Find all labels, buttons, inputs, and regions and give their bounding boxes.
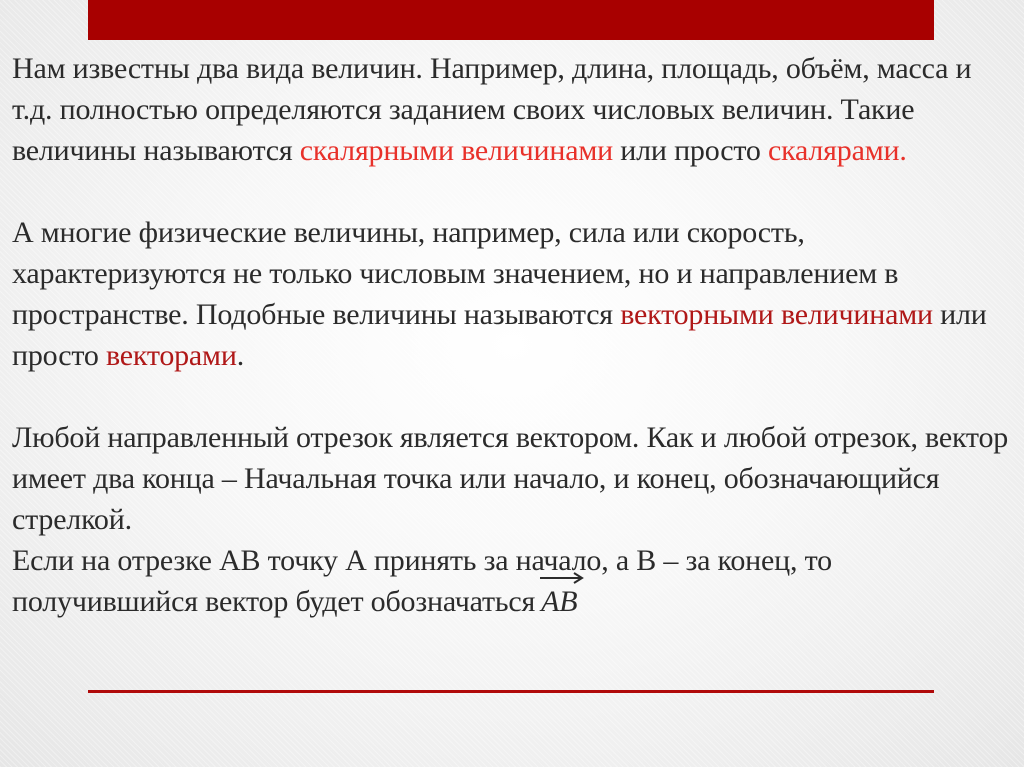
paragraph-text: Если на отрезке АВ точку А принять за начало, а В – за конец, то получившийся вектор будет обозначаться	[12, 544, 832, 618]
term-scalars: скалярами	[768, 134, 900, 167]
paragraph-text: .	[236, 339, 245, 372]
paragraph-text: .	[899, 134, 907, 167]
bottom-divider	[88, 690, 934, 693]
paragraph-text: или просто	[612, 134, 768, 167]
term-scalar-quantities: скалярными величинами	[299, 134, 613, 167]
term-vector-quantities: векторными величинами	[620, 298, 933, 331]
top-accent-bar	[88, 0, 934, 40]
paragraph-gap	[12, 376, 1012, 417]
paragraph-vector-notation	[12, 540, 1012, 622]
paragraph-text: или просто	[12, 298, 987, 372]
paragraph-scalars	[12, 48, 1012, 171]
paragraph-text: Нам известны два вида величин. Например, длина, площадь, объём, масса и т.д. полностью определяются заданием своих числовых величин. Такие величины называются	[12, 52, 972, 167]
term-vectors: векторами	[105, 339, 237, 372]
vector-arrow-icon	[539, 571, 585, 585]
vector-label: AB	[541, 585, 578, 618]
paragraph-gap	[12, 171, 1012, 212]
paragraph-text: А многие физические величины, например, сила или скорость, характеризуются не только числовым значением, но и направлением в пространстве. Подобные величины называются	[12, 216, 899, 331]
paragraph-directed-segment: Любой направленный отрезок является вектором. Как и любой отрезок, вектор имеет два конца – Начальная точка или начало, и конец, обозначающийся стрелкой.	[12, 421, 1009, 536]
paragraph-vectors	[12, 212, 1012, 376]
slide-content	[12, 48, 1012, 622]
vector-ab-notation	[541, 581, 577, 622]
